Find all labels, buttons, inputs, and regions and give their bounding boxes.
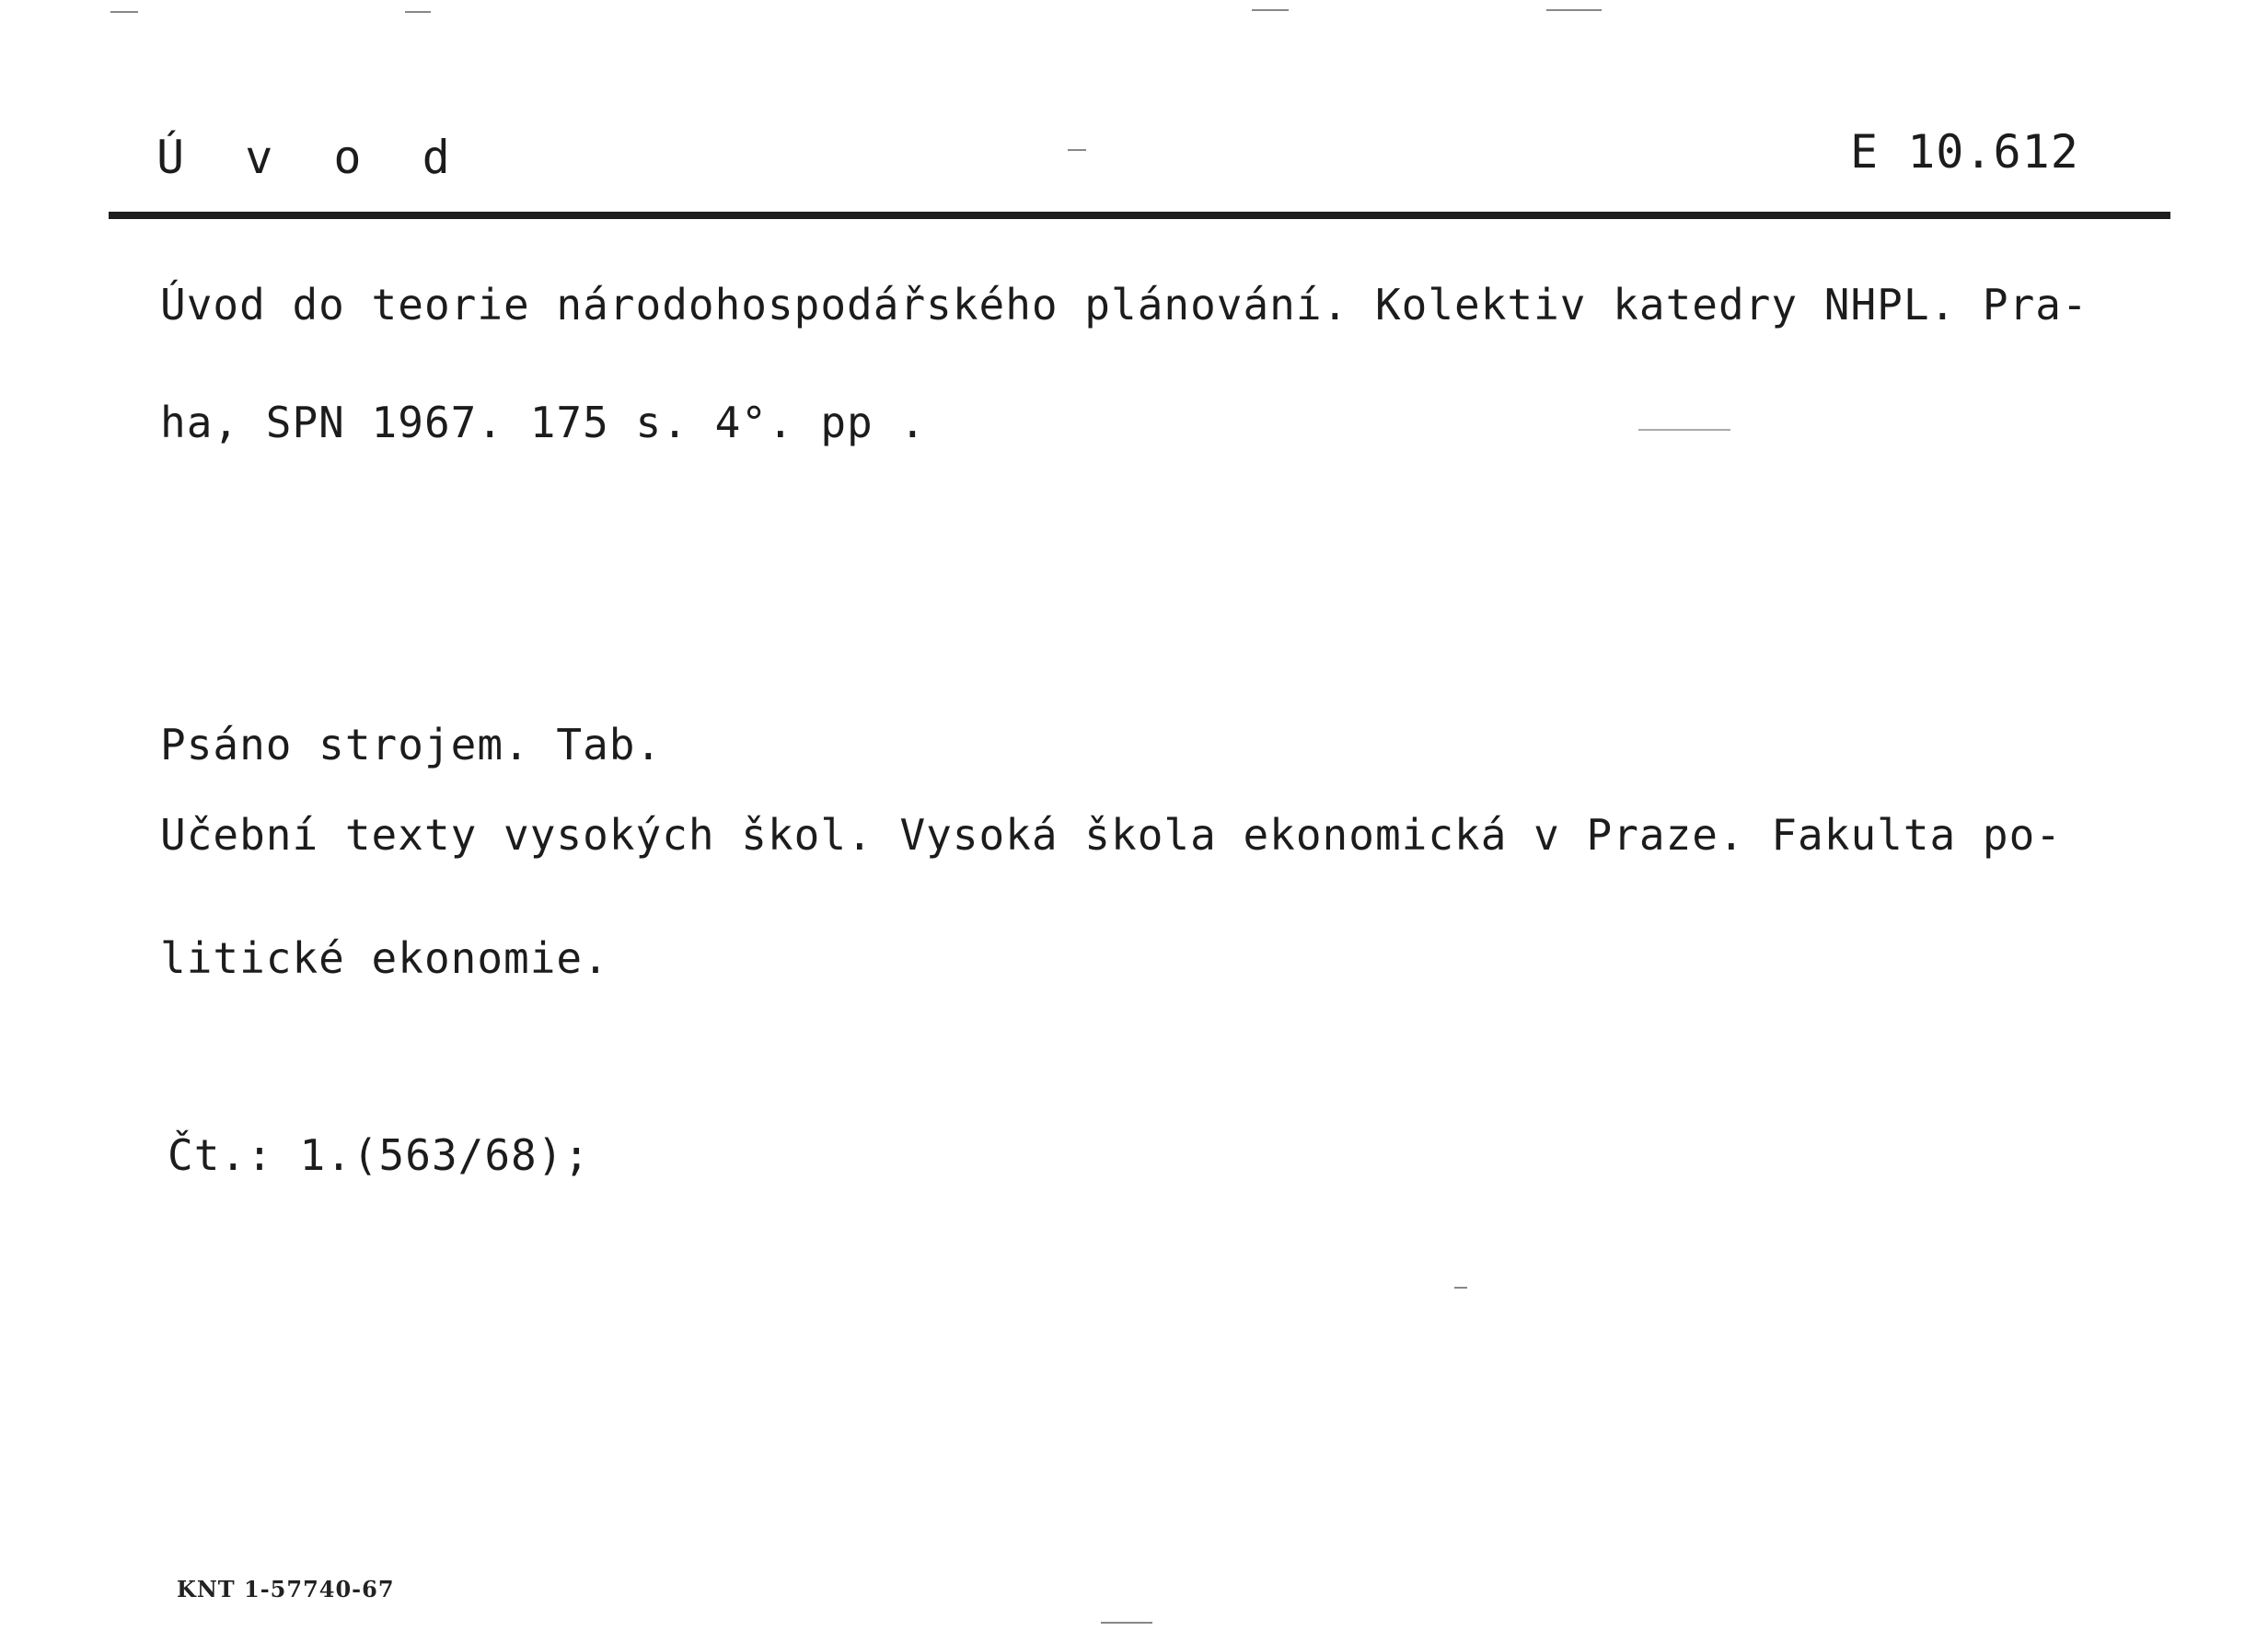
note-line-2: Učební texty vysokých škol. Vysoká škola ekonomická v Praze. Fakulta po-	[160, 810, 2062, 860]
note-line-1: Psáno strojem. Tab.	[160, 720, 663, 769]
note-line-3: litické ekonomie.	[160, 933, 609, 983]
scan-speck	[1638, 429, 1730, 431]
scan-speck	[110, 11, 138, 13]
scan-speck	[1252, 9, 1289, 11]
call-number: E 10.612	[1850, 125, 2079, 179]
header-rule	[109, 212, 2170, 219]
reading-record: Čt.: 1.(563/68);	[168, 1130, 591, 1180]
scan-speck	[1068, 149, 1086, 151]
scan-speck	[1101, 1622, 1152, 1624]
scan-speck	[1454, 1287, 1467, 1289]
entry-line-1: Úvod do teorie národohospodářského plánování. Kolektiv katedry NHPL. Pra-	[160, 280, 2089, 330]
card-heading: Ú v o d	[156, 131, 467, 184]
entry-line-2: ha, SPN 1967. 175 s. 4°. pp .	[160, 398, 927, 447]
scan-speck	[1546, 9, 1602, 11]
scan-speck	[405, 11, 431, 13]
print-code: KNT 1-57740-67	[177, 1576, 395, 1602]
